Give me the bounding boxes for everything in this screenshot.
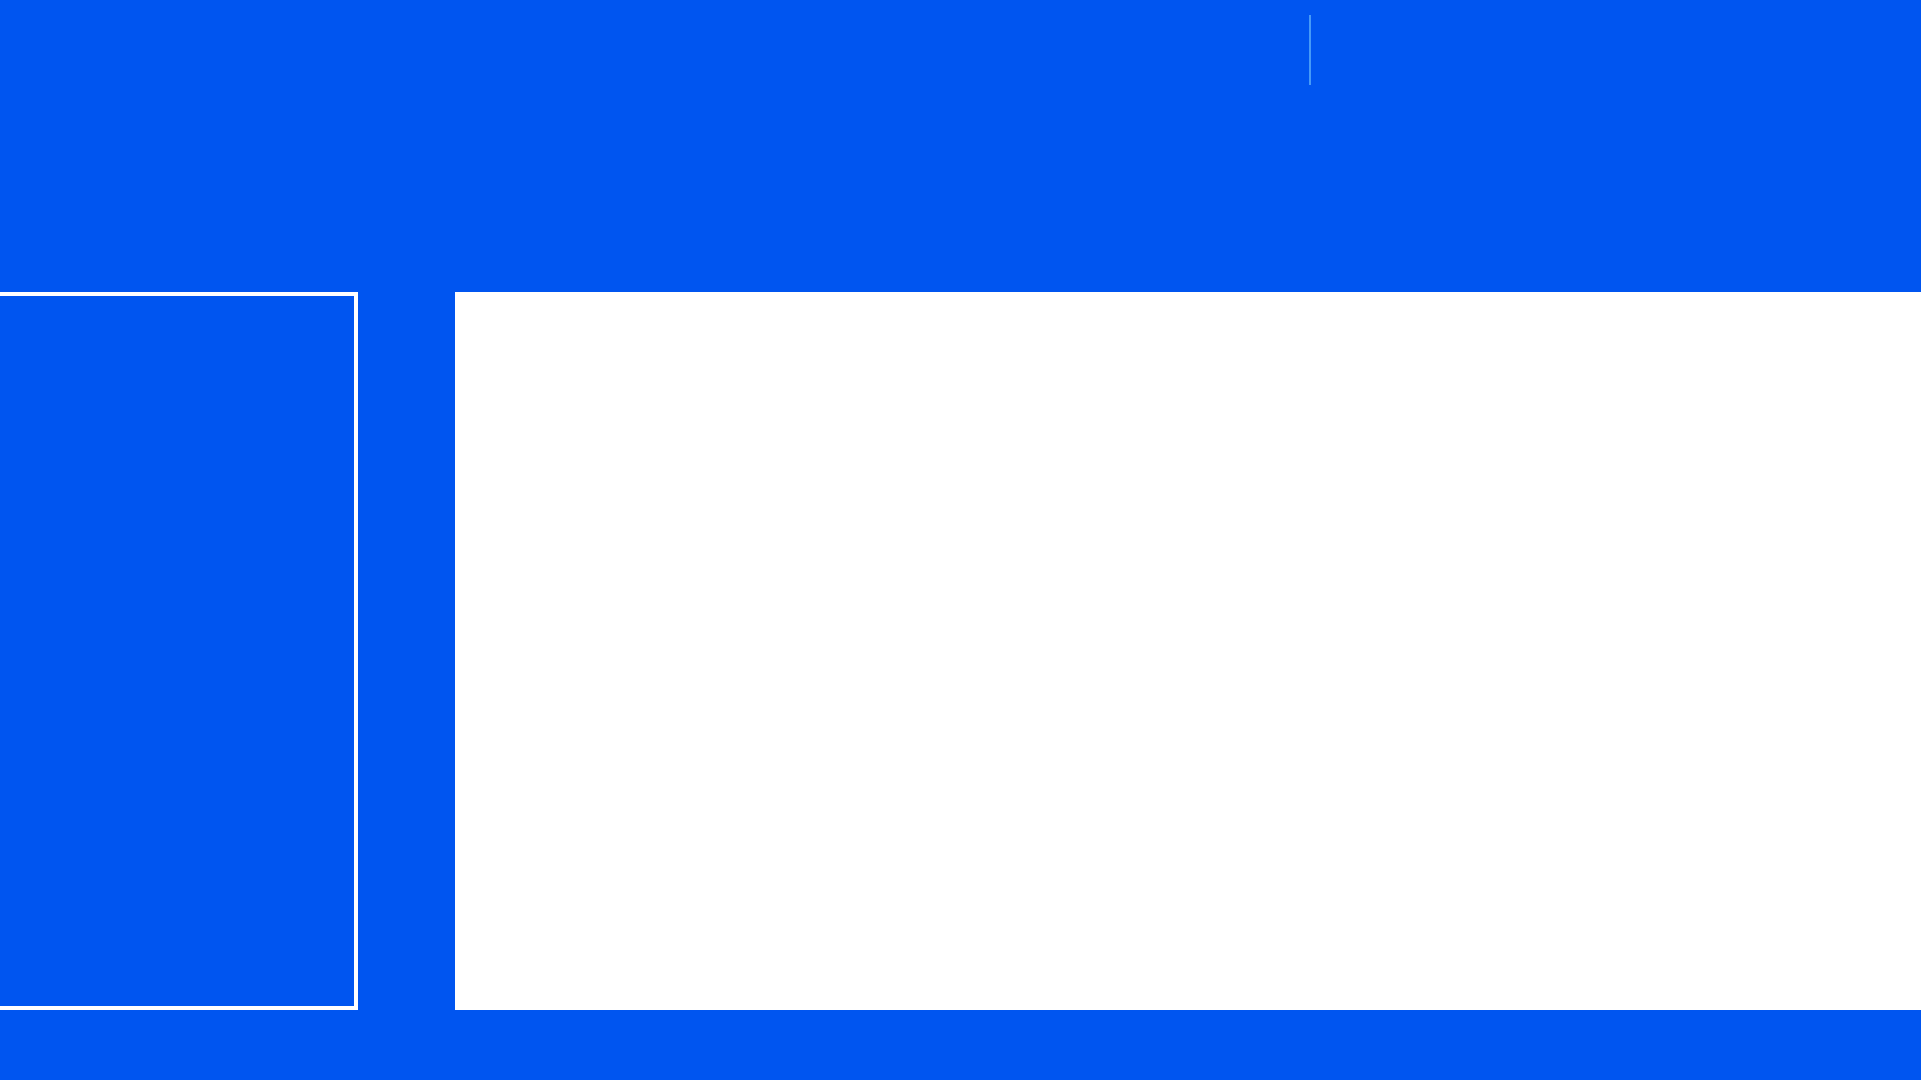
footer-bar (0, 1010, 1921, 1080)
column-digit-header-row (455, 248, 1921, 292)
row-digit-column (358, 292, 455, 1010)
first-numeral-title-block (0, 0, 455, 292)
second-numeral-title-block (455, 0, 1921, 100)
header-divider (1309, 15, 1311, 85)
ip-code-grid (455, 292, 1921, 1010)
row-label-column (0, 292, 355, 1010)
column-description-header-row (455, 103, 1921, 243)
